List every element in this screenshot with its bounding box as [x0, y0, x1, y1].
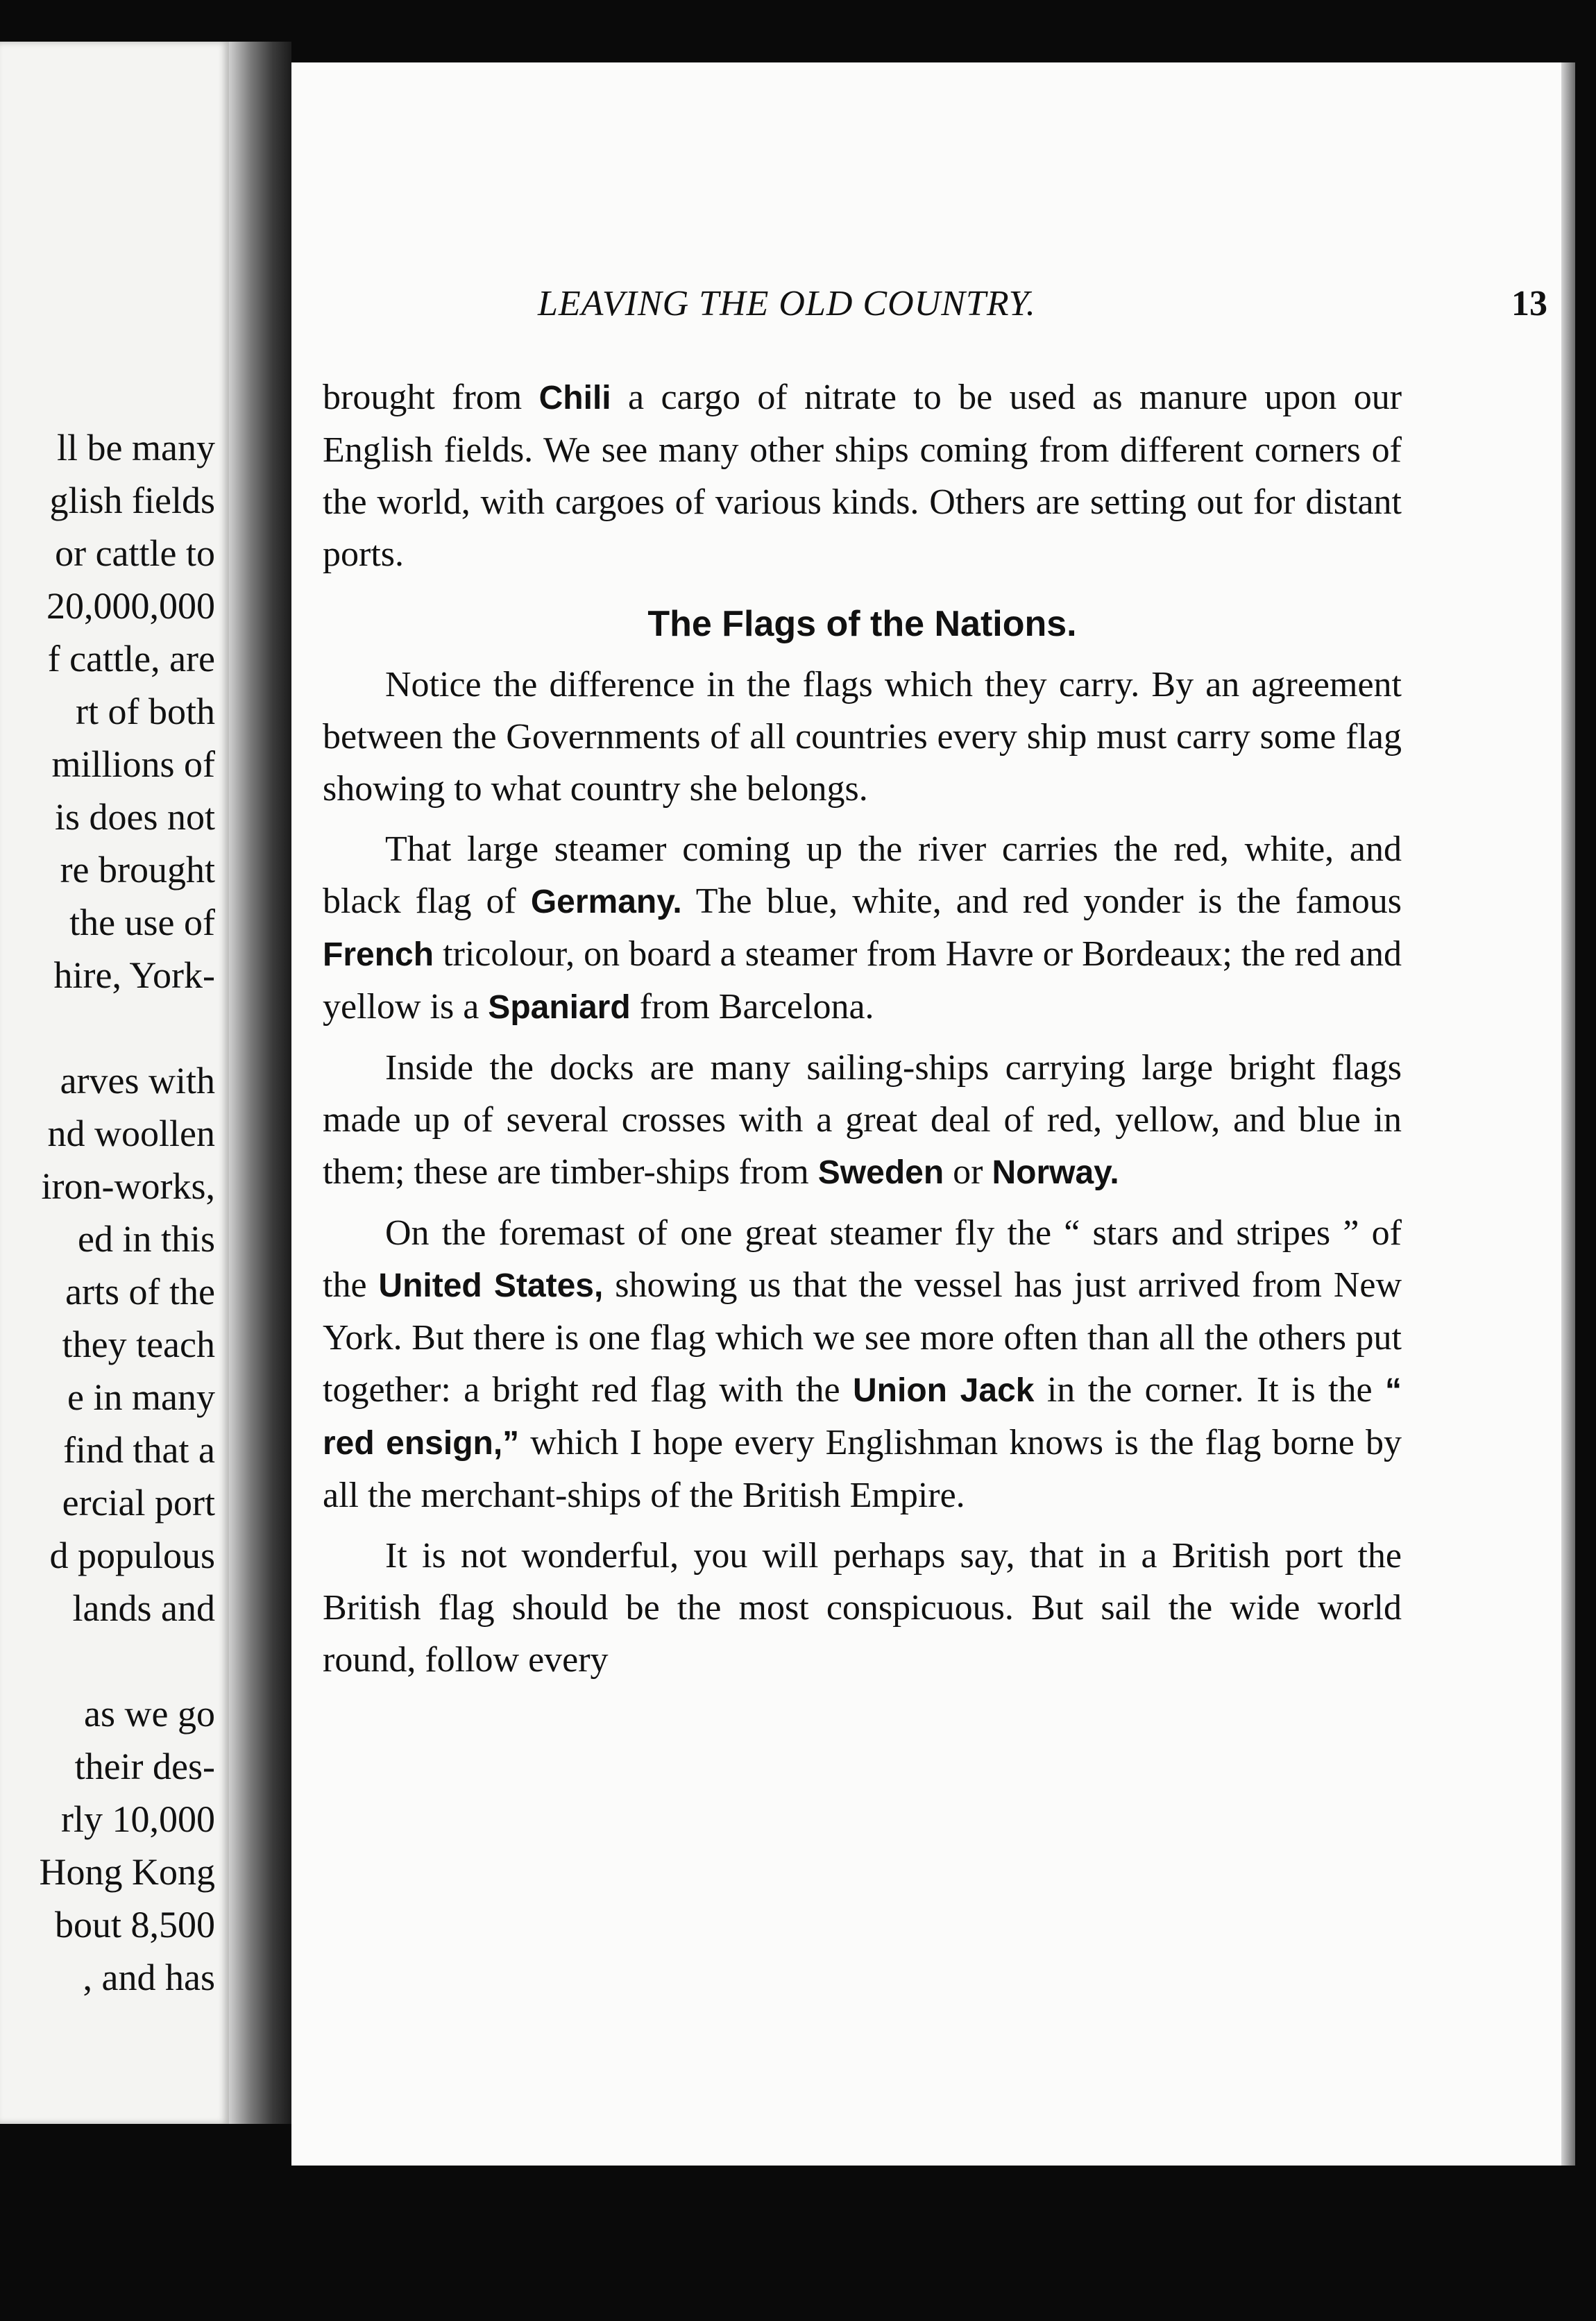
- left-page-line: f cattle, are: [47, 638, 215, 680]
- left-page-line: is does not: [54, 796, 215, 838]
- left-page-line: d populous: [49, 1535, 215, 1576]
- paragraph-2: Notice the difference in the flags which they carry. By an agreement between the Governments of all countries every ship must carry some flag showing to what country she belongs.: [323, 665, 1402, 809]
- left-page-line: nd woollen: [47, 1113, 215, 1154]
- left-page-fragment: [0, 42, 229, 2124]
- left-page-line: find that a: [63, 1429, 215, 1471]
- left-page-line: glish fields: [49, 480, 215, 521]
- left-page-line: the use of: [69, 902, 215, 943]
- left-page-line: arves with: [60, 1060, 215, 1102]
- book-gutter: [229, 42, 291, 2124]
- paragraph-5: On the foremast of one great steamer fly the “ stars and stripes ” of the United States, showing us that the vessel has just arrived from New York. But there is one flag which we see more often than all the others put together: a bright red flag with the Union Jack in the corner. It is the “ red ensign,” which I hope every Englishman knows is the flag borne by all the merchant-ships of the British Empire.: [323, 1213, 1402, 1515]
- left-page-line: millions of: [51, 743, 215, 785]
- left-page-line: their des-: [74, 1746, 215, 1787]
- paragraph-4: Inside the docks are many sailing-ships carrying large bright flags made up of several crosses with a great deal of red, yellow, and blue in them; these are timber-ships from Sweden or Norway.: [323, 1048, 1402, 1192]
- paragraph-6: It is not wonderful, you will perhaps say, that in a British port the British flag should be the most conspicuous. But sail the wide world round, follow every: [323, 1536, 1402, 1680]
- paragraph-1: brought from Chili a cargo of nitrate to be used as manure upon our English fields. We see many other ships coming from different corners of the world, with cargoes of various kinds. Others are setting out for distant ports.: [323, 378, 1402, 574]
- left-page-line: 20,000,000: [46, 585, 215, 627]
- page-number: 13: [1511, 284, 1547, 323]
- section-heading: The Flags of the Nations.: [647, 604, 1077, 644]
- left-page-line: ed in this: [78, 1218, 215, 1260]
- left-page-line: or cattle to: [55, 532, 215, 574]
- left-page-line: hire, York-: [53, 954, 215, 996]
- body-text: [323, 371, 1402, 1694]
- left-page-line: Hong Kong: [39, 1851, 215, 1893]
- left-page-line: e in many: [67, 1376, 215, 1418]
- left-page-line: ll be many: [57, 427, 215, 469]
- left-page-line: arts of the: [65, 1271, 215, 1313]
- running-title: LEAVING THE OLD COUNTRY.: [538, 284, 1036, 323]
- left-page-line: rly 10,000: [61, 1798, 215, 1840]
- page-edge: [1561, 62, 1575, 2166]
- left-page-line: re brought: [60, 849, 215, 891]
- left-page-line: they teach: [62, 1324, 215, 1365]
- right-page: [291, 62, 1561, 2166]
- left-page-line: bout 8,500: [54, 1904, 215, 1946]
- left-page-line: lands and: [72, 1587, 215, 1629]
- running-head: [291, 283, 1561, 332]
- left-page-line: ercial port: [62, 1482, 215, 1524]
- paragraph-3: That large steamer coming up the river carries the red, white, and black flag of Germany. The blue, white, and red yonder is the famous French tricolour, on board a steamer from Havre or Bordeaux; the red and yellow is a Spaniard from Barcelona.: [323, 829, 1402, 1027]
- left-page-line: iron-works,: [41, 1165, 215, 1207]
- left-page-line: as we go: [84, 1693, 215, 1735]
- left-page-line: , and has: [83, 1957, 215, 1998]
- left-page-line: rt of both: [76, 691, 215, 732]
